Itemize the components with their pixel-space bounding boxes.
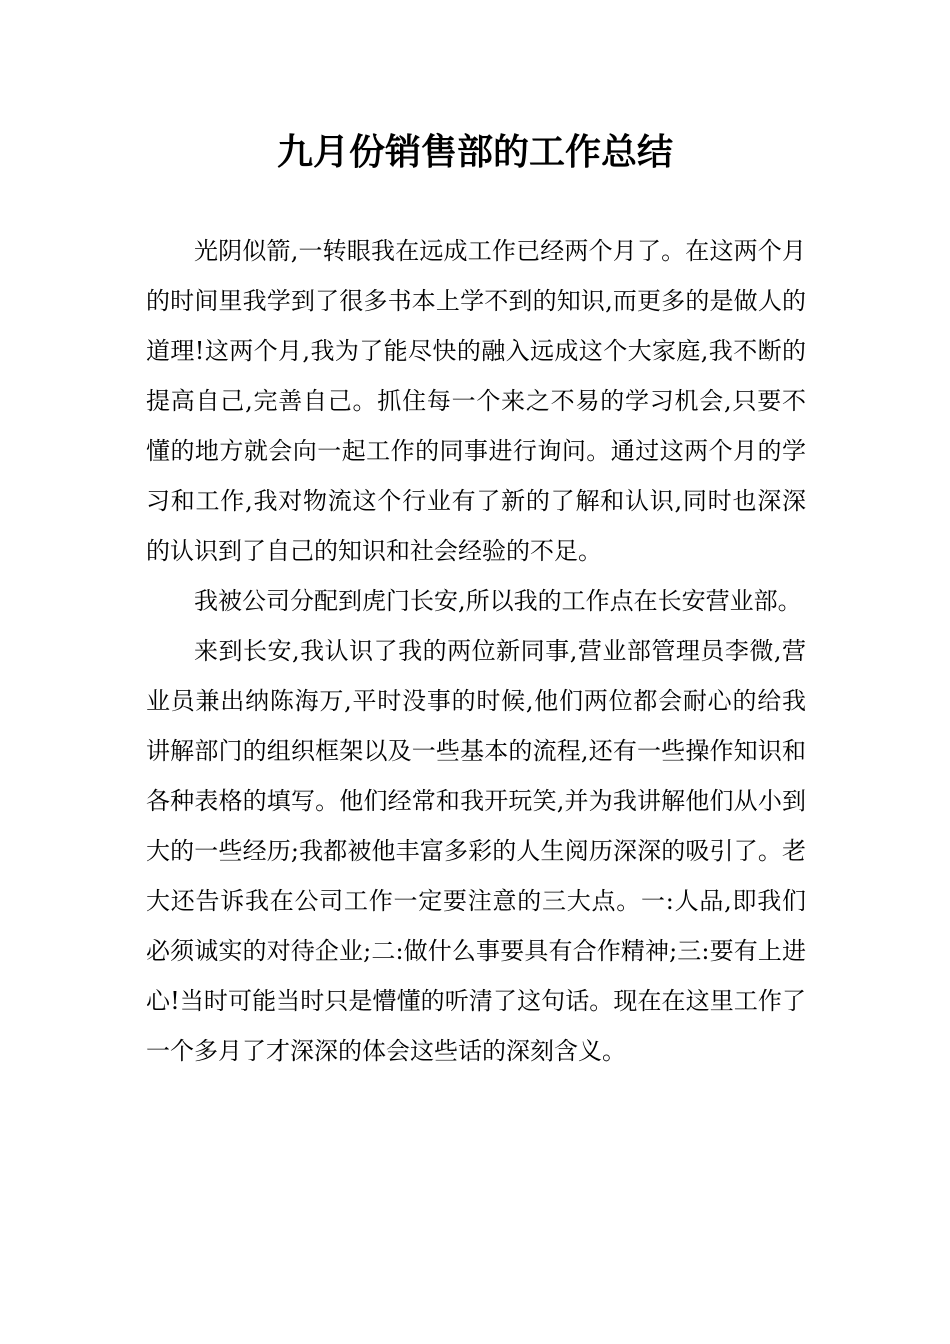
paragraph-2: 我被公司分配到虎门长安,所以我的工作点在长安营业部。 xyxy=(194,587,802,615)
document-title: 九月份销售部的工作总结 xyxy=(276,132,673,173)
paragraph-3: 来到长安,我认识了我的两位新同事,营业部管理员李微,营业员兼出纳陈海万,平时没事的时候,他们两位都会耐心的给我讲解部门的组织框架以及一些基本的流程,还有一些操作知识和各种表格的填写。他们经常和我开玩笑,并为我讲解他们从小到大的一些经历;我都被他丰富多彩的人生阅历深深的吸引了。老大还告诉我在公司工作一定要注意的三大点。一:人品,即我们必须诚实的对待企业;二:做什么事要具有合作精神;三:要有上进心!当时可能当时只是懵懂的听清了这句话。现在在这里工作了一个多月了才深深的体会这些话的深刻含义。 xyxy=(146,637,806,1065)
document-body xyxy=(146,226,806,1076)
paragraph-1: 光阴似箭,一转眼我在远成工作已经两个月了。在这两个月的时间里我学到了很多书本上学不到的知识,而更多的是做人的道理!这两个月,我为了能尽快的融入远成这个大家庭,我不断的提高自己,完善自己。抓住每一个来之不易的学习机会,只要不懂的地方就会向一起工作的同事进行询问。通过这两个月的学习和工作,我对物流这个行业有了新的了解和认识,同时也深深的认识到了自己的知识和社会经验的不足。 xyxy=(146,237,806,565)
